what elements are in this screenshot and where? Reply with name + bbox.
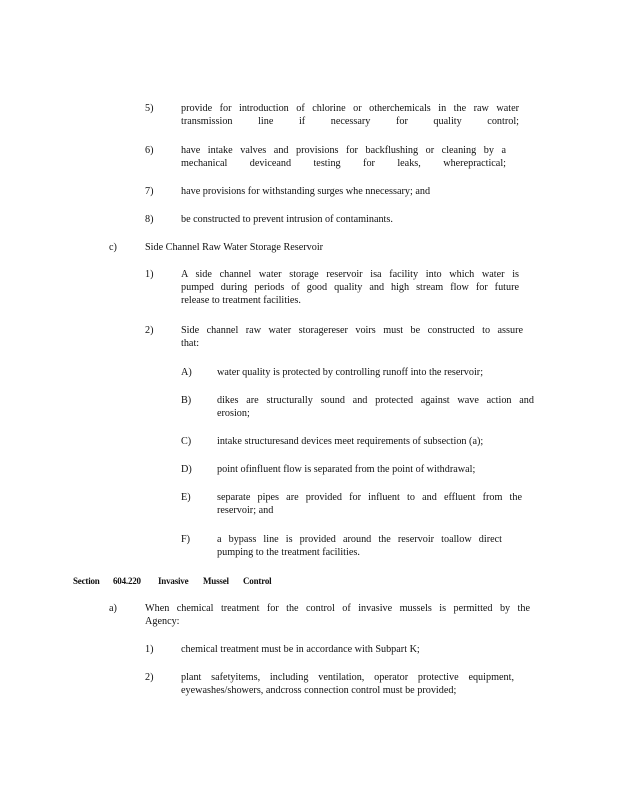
item-number: B) xyxy=(181,395,192,406)
item-number: 1) xyxy=(145,269,154,280)
item-number: 2) xyxy=(145,325,154,336)
subsection-title: Side Channel Raw Water Storage Reservoir xyxy=(145,242,324,253)
item-number: F) xyxy=(181,534,191,545)
item-number: C) xyxy=(181,436,192,447)
item-text: have intake valves and provisions for backflushing or cleaning by a mechanical deviceand testing for leaks, wherepractical; xyxy=(181,145,506,169)
section-label: Section xyxy=(73,576,100,586)
section-title-word: Control xyxy=(243,576,272,586)
item-text: have provisions for withstanding surges whe nnecessary; and xyxy=(181,186,431,197)
item-text: be constructed to prevent intrusion of contaminants. xyxy=(181,214,393,225)
item-text: chemical treatment must be in accordance with Subpart K; xyxy=(181,644,420,655)
item-number: 6) xyxy=(145,145,154,156)
item-number: 2) xyxy=(145,672,154,683)
item-text: A side channel water storage reservoir isa facility into which water is pumped during periods of good quality and high stream flow for future release to treatment facilities. xyxy=(181,269,519,306)
item-text: dikes are structurally sound and protected against wave action and erosion; xyxy=(217,395,534,419)
item-text: point ofinfluent flow is separated from the point of withdrawal; xyxy=(217,464,476,475)
item-text: provide for introduction of chlorine or otherchemicals in the raw water transmission line if necessary for quality control; xyxy=(181,103,519,127)
item-number: E) xyxy=(181,492,191,503)
item-text: When chemical treatment for the control of invasive mussels is permitted by the Agency: xyxy=(145,603,530,627)
item-number: 1) xyxy=(145,644,154,655)
item-number: 8) xyxy=(145,214,154,225)
item-text: water quality is protected by controlling runoff into the reservoir; xyxy=(217,367,484,378)
item-number: A) xyxy=(181,367,192,378)
item-number: D) xyxy=(181,464,192,475)
item-number: a) xyxy=(109,603,117,614)
item-text: intake structuresand devices meet requirements of subsection (a); xyxy=(217,436,484,447)
item-number: c) xyxy=(109,242,117,253)
item-text: a bypass line is provided around the reservoir toallow direct pumping to the treatment facilities. xyxy=(217,534,502,558)
section-heading xyxy=(0,575,618,589)
item-number: 5) xyxy=(145,103,154,114)
section-title-word: Invasive xyxy=(158,576,189,586)
item-number: 7) xyxy=(145,186,154,197)
item-text: separate pipes are provided for influent to and effluent from the reservoir; and xyxy=(217,492,522,516)
section-title-word: Mussel xyxy=(203,576,229,586)
section-number: 604.220 xyxy=(113,576,141,586)
item-text: Side channel raw water storagereser voirs must be constructed to assure that: xyxy=(181,325,523,349)
item-text: plant safetyitems, including ventilation, operator protective equipment, eyewashes/showers, andcross connection control must be provided; xyxy=(181,672,514,696)
